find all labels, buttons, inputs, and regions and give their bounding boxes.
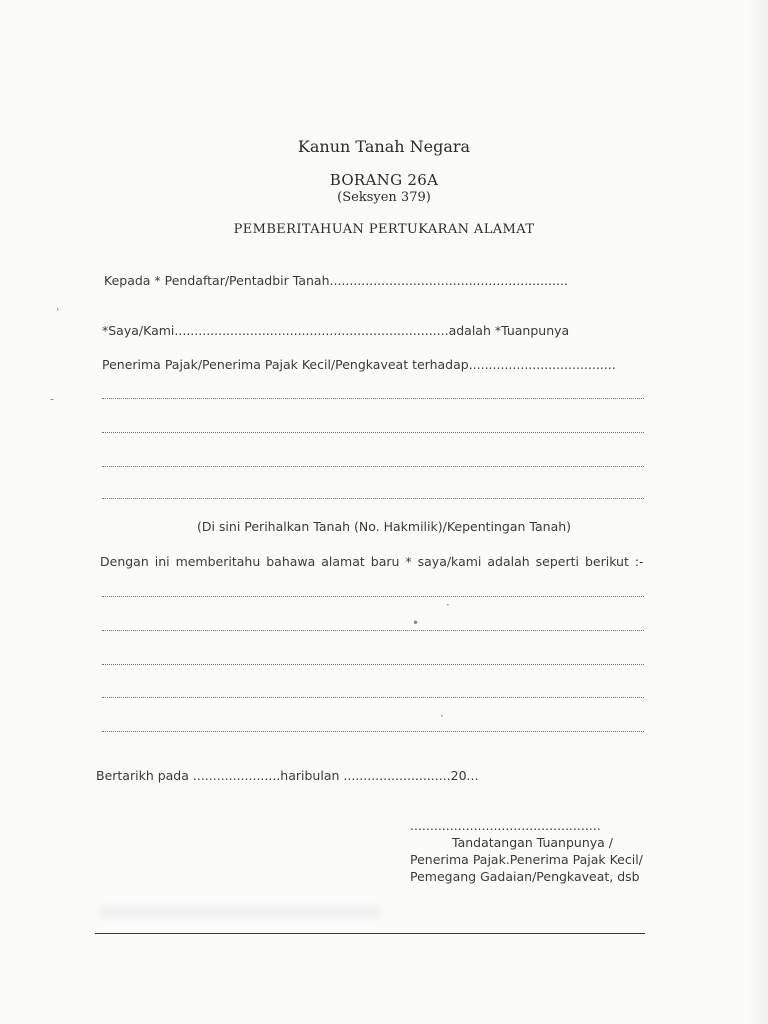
signature-line-2: Penerima Pajak.Penerima Pajak Kecil/ <box>410 852 643 867</box>
signature-line-3: Pemegang Gadaian/Pengkaveat, dsb <box>410 869 640 884</box>
address-dotted-line-4 <box>102 697 644 698</box>
form-title: BORANG 26A <box>329 171 439 189</box>
role-line: Penerima Pajak/Penerima Pajak Kecil/Pengkaveat terhadap..................................... <box>102 357 616 372</box>
act-title: Kanun Tanah Negara <box>297 137 471 156</box>
address-dotted-line-1 <box>102 596 644 597</box>
bottom-rule <box>95 933 645 934</box>
land-dotted-line-3 <box>102 466 644 467</box>
notice-line: Dengan ini memberitahu bahawa alamat baru * saya/kami adalah seperti berikut :- <box>100 554 644 569</box>
scan-speck: ˈ <box>56 306 60 320</box>
form-section: (Seksyen 379) <box>337 190 431 205</box>
signature-dots: ................................................ <box>410 818 601 833</box>
land-dotted-line-2 <box>102 432 644 433</box>
scan-speck: · <box>446 598 450 612</box>
owner-suffix: adalah *Tuanpunya <box>448 323 570 338</box>
scan-speck: - <box>50 392 55 406</box>
date-line: Bertarikh pada ......................haribulan ...........................20... <box>96 768 479 783</box>
address-dotted-line-3 <box>102 664 644 665</box>
address-dotted-line-2 <box>102 630 644 631</box>
address-dotted-line-5 <box>102 731 644 732</box>
land-dotted-line-4 <box>102 498 644 499</box>
owner-line <box>102 323 569 338</box>
scan-speck: • <box>412 616 420 630</box>
owner-prefix: *Saya/Kami <box>102 323 175 338</box>
owner-dots: ..................................................................... <box>174 323 449 338</box>
land-dotted-line-1 <box>102 398 644 399</box>
to-line: Kepada * Pendaftar/Pentadbir Tanah............................................................ <box>104 273 568 288</box>
land-caption: (Di sini Perihalkan Tanah (No. Hakmilik)/Kepentingan Tanah) <box>196 519 572 534</box>
signature-line-1: Tandatangan Tuanpunya / <box>452 835 613 850</box>
faded-smudge <box>100 905 380 919</box>
form-subject: PEMBERITAHUAN PERTUKARAN ALAMAT <box>233 222 535 237</box>
scan-speck: · <box>440 709 444 723</box>
